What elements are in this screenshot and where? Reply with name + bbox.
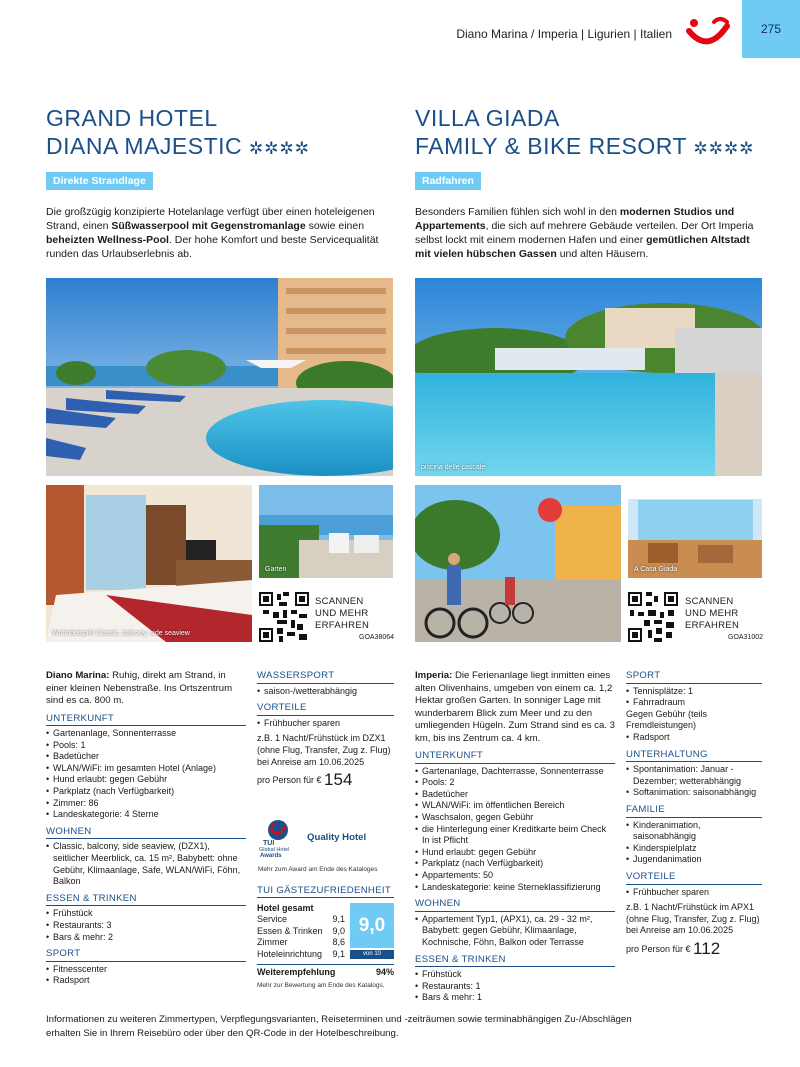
list-item: • Zimmer: 86	[46, 798, 246, 810]
scan-hint: SCANNEN UND MEHR ERFAHREN	[685, 596, 740, 631]
list-item: • Kinderspielplatz	[626, 843, 762, 855]
section-heading: SPORT	[46, 948, 246, 962]
sport-paid-note: Gegen Gebühr (teils Fremdleistungen)	[626, 708, 708, 731]
list-item: • Tennisplätze: 1	[626, 686, 762, 698]
section-heading: VORTEILE	[257, 702, 394, 716]
list-item: • Fitnesscenter	[46, 964, 246, 976]
section-heading: WOHNEN	[46, 826, 246, 840]
photo-resort-pool	[415, 278, 762, 476]
photo-caption: piscina delle cascate	[421, 464, 486, 471]
room-list	[46, 841, 246, 887]
list-item: • Landeskategorie: keine Sterneklassifizierung	[415, 882, 615, 894]
hotel-intro: Besonders Familien fühlen sich wohl in den modernen Studios und Appartements, die sich auf mehrere Gebäude verteilen. Der Ort Imperia selbst lockt mit einem modernen Hafen und einer gemütlichen Altstadt mit vielen hübschen Gassen und alten Häusern.	[415, 206, 754, 260]
benefits-list	[257, 718, 394, 730]
section-heading: FAMILIE	[626, 804, 762, 818]
list-item: • Pools: 1	[46, 740, 246, 752]
award-title: Quality Hotel	[307, 832, 367, 843]
list-item: • Appartements: 50	[415, 870, 615, 882]
watersport-list	[257, 686, 394, 698]
section-heading: UNTERKUNFT	[415, 750, 615, 764]
star-rating: ✲✲✲✲	[693, 139, 755, 158]
list-item: • Restaurants: 1	[415, 981, 615, 993]
list-item: • Radsport	[46, 975, 246, 987]
hotel-title-line2: FAMILY & BIKE RESORT	[415, 133, 687, 159]
rating-row: Service 9,1	[257, 914, 345, 925]
award-note: Mehr zum Award am Ende des Kataloges	[258, 866, 378, 873]
amenity-list	[46, 728, 246, 821]
booking-code: GOA31002	[728, 634, 764, 641]
list-item: • Frühbucher sparen	[257, 718, 394, 730]
list-item: • Parkplatz (nach Verfügbarkeit)	[415, 858, 615, 870]
list-item: • Gartenanlage, Dachterrasse, Sonnenterrasse	[415, 766, 615, 778]
list-item: • die Hinterlegung einer Kreditkarte beim Check In ist Pflicht	[415, 824, 615, 847]
section-heading: ESSEN & TRINKEN	[46, 893, 246, 907]
hotel-intro: Die großzügig konzipierte Hotelanlage verfügt über einen hoteleigenen Strand, einen Süßwasserpool mit Gegenstromanlage sowie einen beheizten Wellness-Pool. Der hohe Komfort und beste Servicequalität runden das Urlaubserlebnis ab.	[46, 206, 379, 260]
star-rating: ✲✲✲✲	[249, 139, 311, 158]
photo-hotel-garden	[259, 485, 393, 578]
photo-caption: Garten	[265, 566, 287, 573]
hotel-title-left	[46, 104, 310, 163]
list-item: • Jugendanimation	[626, 854, 762, 866]
list-item: • Landeskategorie: 4 Sterne	[46, 809, 246, 821]
sport-list	[626, 732, 762, 744]
rating-scale: von 10	[350, 950, 394, 959]
rating-score: 9,0	[350, 903, 394, 948]
entertainment-list	[626, 764, 762, 799]
footer-note: Informationen zu weiteren Zimmertypen, Verpflegungsvarianten, Reiseterminen und -zeiträumen sowie terminabhängigen Zu-/Abschlägen erhalten Sie in Ihrem Reisebüro oder über den QR-Code in der Hotelbeschreibung.	[46, 1014, 632, 1039]
section-heading: UNTERKUNFT	[46, 713, 246, 727]
list-item: • Bars & mehr: 2	[46, 932, 246, 944]
section-heading: VORTEILE	[626, 871, 762, 885]
list-item: • Fahrradraum	[626, 697, 762, 709]
offer-text: z.B. 1 Nacht/Frühstück im APX1 (ohne Flug, Transfer, Zug z. Flug) bei Anreise am 10.06.2025	[626, 902, 760, 936]
hotel-title-line1: VILLA GIADA	[415, 105, 560, 131]
sport-list	[626, 686, 762, 709]
list-item: • WLAN/WiFi: im öffentlichen Bereich	[415, 800, 615, 812]
photo-caption: Wohnbeispiel Classic, balcony, side seaview	[52, 630, 190, 637]
list-item: • Spontanimation: Januar - Dezember; wetterabhängig	[626, 764, 762, 787]
scan-hint: SCANNEN UND MEHR ERFAHREN	[315, 596, 370, 631]
qr-code-icon[interactable]	[259, 592, 309, 642]
list-item: • Badetücher	[415, 789, 615, 801]
tui-smile-logo-icon	[686, 16, 730, 50]
award-label: TUI	[263, 840, 275, 847]
list-item: • Softanimation: saisonabhängig	[626, 787, 762, 799]
list-item: • Badetücher	[46, 751, 246, 763]
section-heading: UNTERHALTUNG	[626, 749, 762, 763]
award-label: Global Hotel	[259, 847, 290, 853]
list-item: • Restaurants: 3	[46, 920, 246, 932]
photo-resort-bikes	[415, 485, 621, 642]
breadcrumb: Diano Marina / Imperia | Ligurien | Italien	[456, 27, 672, 41]
hotel-title-right	[415, 104, 755, 163]
guest-satisfaction-table: Hotel gesamt Service 9,1 Essen & Trinken 9,0 Zimmer 8,6 Hoteleinrichtung 9,1	[257, 903, 345, 959]
list-item: • Classic, balcony, side seaview, (DZX1), seitlicher Meerblick, ca. 15 m², Babybett: ohne Gebühr, Klimaanlage, Safe, WLAN/WiFi, Föhn, Balkon	[46, 841, 246, 887]
rating-note: Mehr zur Bewertung am Ende des Katalogs.	[257, 982, 385, 989]
quality-hotel-award	[258, 817, 394, 863]
section-heading: ESSEN & TRINKEN	[415, 954, 615, 968]
section-heading: SPORT	[626, 670, 762, 684]
list-item: • Hund erlaubt: gegen Gebühr	[415, 847, 615, 859]
list-item: • Pools: 2	[415, 777, 615, 789]
list-item: • WLAN/WiFi: im gesamten Hotel (Anlage)	[46, 763, 246, 775]
hotel-title-line2: DIANA MAJESTIC	[46, 133, 243, 159]
page-number: 275	[742, 0, 800, 58]
price: pro Person für € 112	[626, 938, 721, 958]
photo-hotel-room	[46, 485, 252, 642]
hotel-title-line1: GRAND HOTEL	[46, 105, 218, 131]
list-item: • Parkplatz (nach Verfügbarkeit)	[46, 786, 246, 798]
price: pro Person für € 154	[257, 770, 353, 790]
award-label: Awards	[260, 853, 282, 859]
list-item: • Waschsalon, gegen Gebühr	[415, 812, 615, 824]
page-header	[0, 0, 800, 60]
family-list	[626, 820, 762, 866]
section-heading: WOHNEN	[415, 898, 615, 912]
qr-code-icon[interactable]	[628, 592, 678, 642]
sport-list	[46, 964, 246, 987]
section-heading: WASSERSPORT	[257, 670, 394, 684]
benefits-list	[626, 887, 762, 899]
rating-row: Zimmer 8,6	[257, 937, 345, 948]
tag-badge: Direkte Strandlage	[46, 172, 153, 190]
list-item: • Bars & mehr: 1	[415, 992, 615, 1004]
photo-caption: A Casa Giada	[634, 566, 678, 573]
list-item: • Gartenanlage, Sonnenterrasse	[46, 728, 246, 740]
list-item: • saison-/wetterabhängig	[257, 686, 394, 698]
photo-resort-cafe	[628, 485, 762, 578]
left-details-col2	[257, 670, 394, 790]
recommendation-rate: Weiterempfehlung 94%	[257, 964, 394, 977]
room-list	[415, 914, 615, 949]
left-details-col1: Diano Marina: Ruhig, direkt am Strand, in einer kleinen Nebenstraße. Ins Ortszentrum sind es ca. 800 m. UNTERKUNFT • Gartenanlage, Sonnenterrasse • Pools: 1 • Badetücher • WLAN/WiFi: im gesamten Hotel (Anlage) • Hund erlaubt: gegen Gebühr • Parkplatz (nach Verfügbarkeit) • Zimmer: 86 • Landeskategorie: 4 Sterne WOHNEN • Classic, balcony, side seaview, (DZX1), seitlicher Meerblick, ca. 15 m², Babybett: ohne Gebühr, Klimaanlage, Safe, WLAN/WiFi, Föhn, Balkon ESSEN & TRINKEN • Frühstück • Restaurants: 3 • Bars & mehr: 2 SPORT • Fitnesscenter • Radsport	[46, 670, 246, 987]
rating-row: Hoteleinrichtung 9,1	[257, 948, 345, 959]
amenity-list	[415, 766, 615, 894]
tag-badge: Radfahren	[415, 172, 481, 190]
dining-list	[46, 908, 246, 943]
offer-text: z.B. 1 Nacht/Frühstück im DZX1 (ohne Flug, Transfer, Zug z. Flug) bei Anreise am 10.06.2025	[257, 733, 391, 767]
list-item: • Hund erlaubt: gegen Gebühr	[46, 774, 246, 786]
list-item: • Kinderanimation, saisonabhängig	[626, 820, 762, 843]
photo-hotel-pool	[46, 278, 393, 476]
list-item: • Frühbucher sparen	[626, 887, 762, 899]
guest-satisfaction-heading: TUI GÄSTEZUFRIEDENHEIT	[257, 885, 394, 898]
list-item: • Frühstück	[415, 969, 615, 981]
list-item: • Frühstück	[46, 908, 246, 920]
list-item: • Appartement Typ1, (APX1), ca. 29 - 32 m², Babybett: gegen Gebühr, Klimaanlage, Kochnische, Föhn, Balkon oder Terrasse	[415, 914, 615, 949]
right-details-col1: Imperia: Die Ferienanlage liegt inmitten eines alten Olivenhains, umgeben von einem ca. 1,2 Hektar großen Garten. In sonniger Lage mit wunderbarem Blick zum Meer und zu den umliegenden Hügeln. Zum Strand sind es ca. 3 km, bis ins Zentrum ca. 4 km. UNTERKUNFT • Gartenanlage, Dachterrasse, Sonnenterrasse • Pools: 2 • Badetücher • WLAN/WiFi: im öffentlichen Bereich • Waschsalon, gegen Gebühr • die Hinterlegung einer Kreditkarte beim Check In ist Pflicht • Hund erlaubt: gegen Gebühr • Parkplatz (nach Verfügbarkeit) • Appartements: 50 • Landeskategorie: keine Sterneklassifizierung WOHNEN • Appartement Typ1, (APX1), ca. 29 - 32 m², Babybett: gegen Gebühr, Klimaanlage, Kochnische, Föhn, Balkon oder Terrasse ESSEN & TRINKEN • Frühstück • Restaurants: 1 • Bars & mehr: 1	[415, 670, 615, 1004]
list-item: • Radsport	[626, 732, 762, 744]
right-details-col2	[626, 670, 762, 958]
rating-row: Essen & Trinken 9,0	[257, 925, 345, 936]
booking-code: GOA38064	[359, 634, 395, 641]
dining-list	[415, 969, 615, 1004]
